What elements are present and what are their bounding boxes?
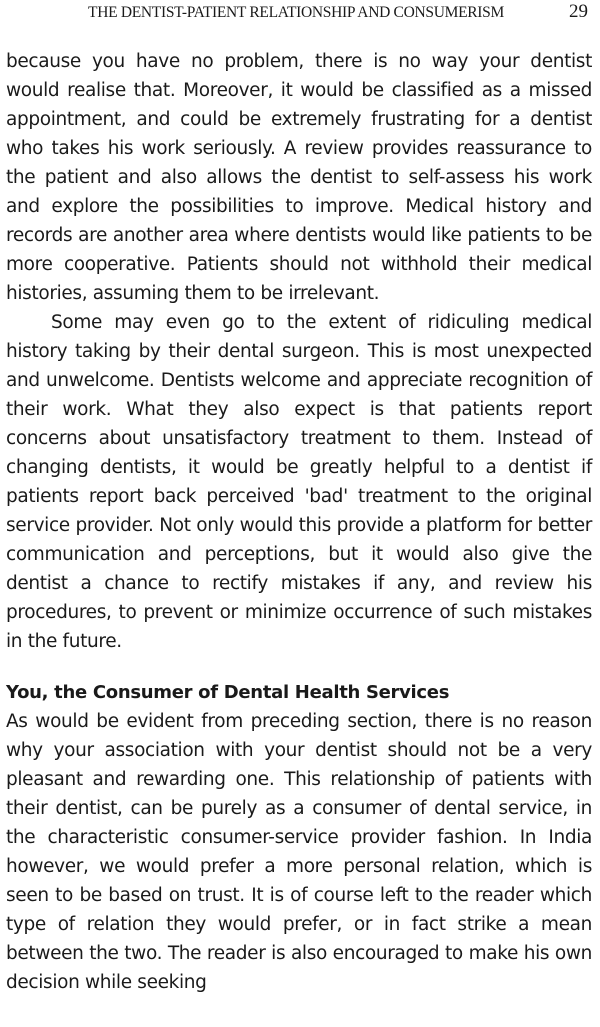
paragraph-continued: because you have no problem, there is no way your dentist would realise that. Moreover, it would be classified as a missed appointment, and could be extremely frustrating for a dentist who takes his work seriously. A review provides reassurance to the patient and also allows the dentist to self-assess his work and explore the possibilities to improve. Medical history and records are another area where dentists would like patients to be more cooperative. Patients should not withhold their medical histories, assuming them to be irrelevant. — [6, 51, 592, 304]
body-text — [6, 47, 592, 997]
section-heading: You, the Consumer of Dental Health Services — [6, 682, 450, 703]
paragraph-consumer: As would be evident from preceding section, there is no reason why your association with your dentist should not be a very pleasant and rewarding one. This relationship of patients with their dentist, can be purely as a consumer of dental service, in the characteristic consumer-service provider fashion. In India however, we would prefer a more personal relation, which is seen to be based on trust. It is of course left to the reader which type of relation they would prefer, or in fact strike a mean between the two. The reader is also encouraged to make his own decision while seeking — [6, 711, 592, 993]
page-number: 29 — [569, 1, 588, 22]
running-head-title: THE DENTIST-PATIENT RELATIONSHIP AND CONSUMERISM — [88, 4, 504, 21]
paragraph-feedback: Some may even go to the extent of ridiculing medical history taking by their dental surgeon. This is most unexpected and unwelcome. Dentists welcome and appreciate recognition of their work. What they also expect is that patients report concerns about unsatisfactory treatment to them. Instead of changing dentists, it would be greatly helpful to a dentist if patients report back perceived 'bad' treatment to the original service provider. Not only would this provide a platform for better communication and perceptions, but it would also give the dentist a chance to rectify mistakes if any, and review his procedures, to prevent or minimize occurrence of such mistakes in the future. — [6, 312, 592, 652]
running-head — [0, 2, 600, 28]
